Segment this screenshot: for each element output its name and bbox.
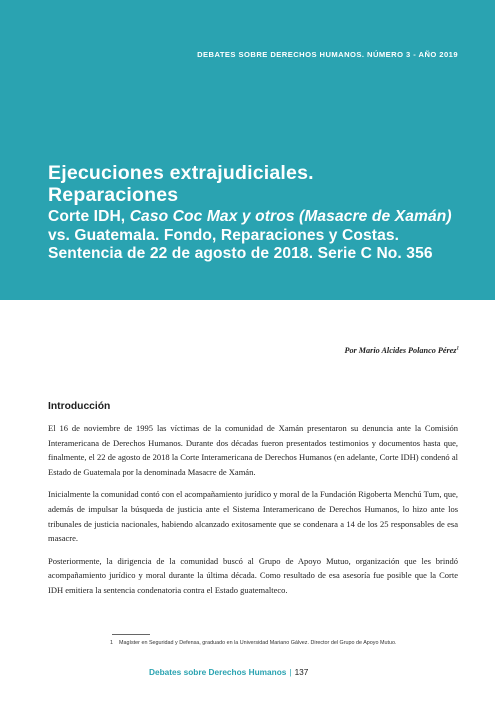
footnote-number: 1 (110, 640, 113, 646)
paragraph: Posteriormente, la dirigencia de la comunidad buscó al Grupo de Apoyo Mutuo, organización que les brindó acompañamiento jurídico y moral durante la última década. Como resultado de esa asesoría fue posible que la Corte IDH emitiera la sentencia condenatoria contra el Estado guatemalteco. (48, 555, 458, 595)
journal-header: DEBATES SOBRE DERECHOS HUMANOS. NÚMERO 3 - AÑO 2019 (197, 50, 458, 59)
footer-journal-name: Debates sobre Derechos Humanos (149, 667, 287, 677)
footnote-text: Magíster en Seguridad y Defensa, graduado en la Universidad Mariano Gálvez. Director del Grupo de Apoyo Mutuo. (119, 640, 397, 646)
article-subtitle (48, 208, 468, 264)
paragraph: Inicialmente la comunidad contó con el acompañamiento jurídico y moral de la Fundación Rigoberta Menchú Tum, que, además de impulsar la búsqueda de justicia ante el Sistema Interamericano de Derechos Humanos, lo hizo ante los tribunales de justicia nacionales, habiendo alcanzado exitosamente que se condenara a 14 de los 25 responsables de esa masacre. (48, 489, 458, 544)
page-footer (149, 667, 308, 677)
article-title (48, 162, 468, 206)
header-band (0, 0, 495, 300)
section-heading: Introducción (48, 401, 111, 412)
article-title-line1: Ejecuciones extrajudiciales. (48, 162, 314, 184)
subtitle-part1: Corte IDH, (48, 208, 130, 225)
author-byline (344, 346, 459, 355)
subtitle-case-name: Caso Coc Max y otros (Masacre de Xamán) (129, 208, 452, 225)
subtitle-part2: vs. Guatemala. Fondo, Reparaciones y Costas. Sentencia de 22 de agosto de 2018. Serie C No. 356 (48, 226, 433, 262)
paragraph: El 16 de noviembre de 1995 las víctimas de la comunidad de Xamán presentaron su denuncia ante la Comisión Interamericana de Derechos Humanos. Durante dos décadas fueron presentados testimonios y documentos hasta que, finalmente, el 22 de agosto de 2018 la Corte Interamericana de Derechos Humanos (en adelante, Corte IDH) condenó al Estado de Guatemala por la denominada Masacre de Xamán. (48, 423, 458, 477)
page-number: 137 (294, 667, 309, 677)
footer-separator: | (289, 667, 292, 677)
author-name: Por Mario Alcides Polanco Pérez (344, 346, 457, 355)
footnote (110, 639, 454, 647)
title-block (48, 162, 468, 264)
article-title-line2: Reparaciones (48, 184, 179, 206)
footnote-divider (112, 634, 150, 635)
body-text (48, 421, 458, 606)
author-footnote-mark: 1 (456, 346, 459, 352)
